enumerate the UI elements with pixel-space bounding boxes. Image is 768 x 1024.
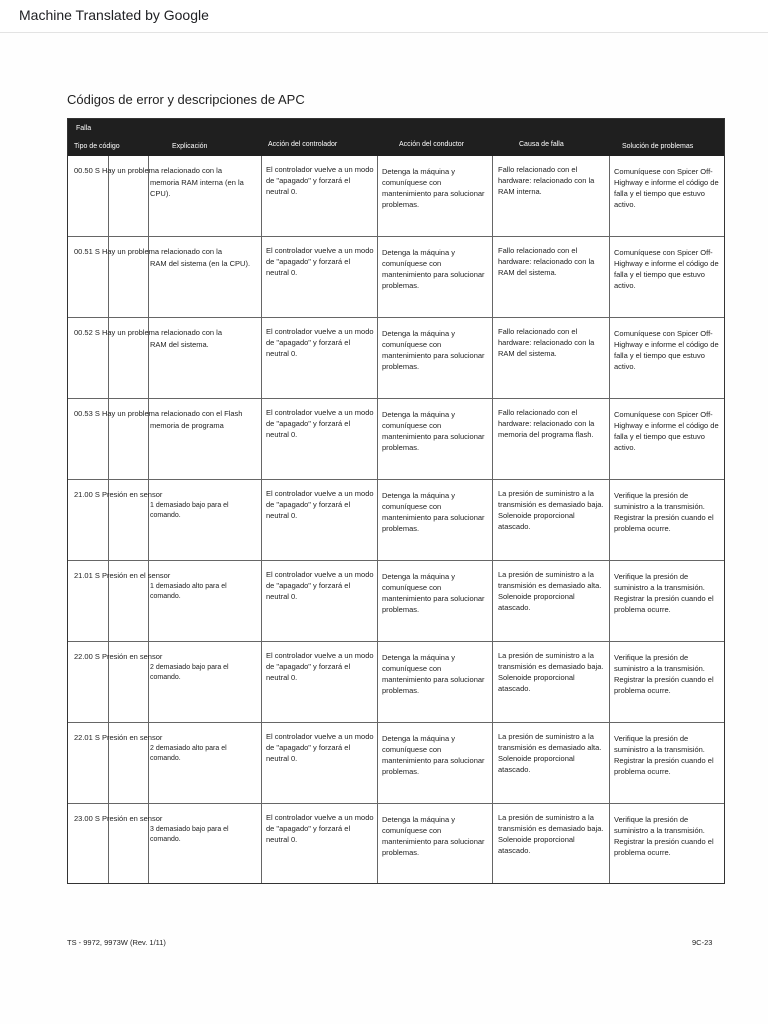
cell-causa: Fallo relacionado con el hardware: relacionado con la memoria del programa flash. xyxy=(498,408,595,439)
cell-causa: La presión de suministro a la transmisión es demasiado alta. Solenoide proporcional atascado. xyxy=(498,732,602,774)
cell-solucion: Verifique la presión de suministro a la transmisión. Registrar la presión cuando el problema ocurre. xyxy=(614,572,714,614)
cell-conductor: Detenga la máquina y comuníquese con mantenimiento para solucionar problemas. xyxy=(382,734,485,776)
cell-explicacion: 1 demasiado bajo para el comando. xyxy=(150,502,229,519)
cell-controlador: El controlador vuelve a un modo de "apagado" y forzará el neutral 0. xyxy=(266,813,374,844)
header-explicacion: Explicación xyxy=(172,143,208,150)
cell-controlador: El controlador vuelve a un modo de "apagado" y forzará el neutral 0. xyxy=(266,732,374,763)
footer-page-number: 9C-23 xyxy=(692,938,713,947)
cell-solucion: Verifique la presión de suministro a la transmisión. Registrar la presión cuando el problema ocurre. xyxy=(614,815,714,857)
table-row xyxy=(68,237,724,318)
cell-solucion: Comuníquese con Spicer Off- Highway e informe el código de falla y el tiempo que estuvo activo. xyxy=(614,248,719,290)
cell-causa: La presión de suministro a la transmisión es demasiado alta. Solenoide proporcional atascado. xyxy=(498,570,602,612)
cell-codigo: 00.52 S Hay un problema relacionado con la xyxy=(74,328,223,337)
cell-codigo: 00.50 S Hay un problema relacionado con la xyxy=(74,166,223,175)
cell-solucion: Verifique la presión de suministro a la transmisión. Registrar la presión cuando el problema ocurre. xyxy=(614,653,714,695)
cell-conductor: Detenga la máquina y comuníquese con mantenimiento para solucionar problemas. xyxy=(382,815,485,857)
cell-causa: La presión de suministro a la transmisión es demasiado baja. Solenoide proporcional atascado. xyxy=(498,651,604,693)
table-row xyxy=(68,561,724,642)
table-row xyxy=(68,723,724,804)
table-row xyxy=(68,642,724,723)
cell-codigo: 21.00 S Presión en sensor xyxy=(74,490,163,499)
cell-causa: Fallo relacionado con el hardware: relacionado con la RAM del sistema. xyxy=(498,246,595,277)
cell-controlador: El controlador vuelve a un modo de "apagado" y forzará el neutral 0. xyxy=(266,489,374,520)
cell-explicacion: 2 demasiado bajo para el comando. xyxy=(150,664,229,681)
cell-codigo: 00.53 S Hay un problema relacionado con el Flash xyxy=(74,409,243,418)
header-causa: Causa de falla xyxy=(519,141,564,148)
table-row xyxy=(68,399,724,480)
cell-conductor: Detenga la máquina y comuníquese con mantenimiento para solucionar problemas. xyxy=(382,167,485,209)
table-row xyxy=(68,156,724,237)
banner-text: Machine Translated by Google xyxy=(19,7,209,23)
table-header xyxy=(68,119,724,156)
cell-explicacion: RAM del sistema. xyxy=(150,340,209,349)
cell-controlador: El controlador vuelve a un modo de "apagado" y forzará el neutral 0. xyxy=(266,408,374,439)
cell-controlador: El controlador vuelve a un modo de "apagado" y forzará el neutral 0. xyxy=(266,651,374,682)
header-controlador: Acción del controlador xyxy=(268,141,338,148)
cell-solucion: Verifique la presión de suministro a la transmisión. Registrar la presión cuando el problema ocurre. xyxy=(614,734,714,776)
cell-explicacion: memoria RAM interna (en la CPU). xyxy=(150,178,244,198)
cell-explicacion: 1 demasiado alto para el comando. xyxy=(150,583,227,600)
cell-codigo: 00.51 S Hay un problema relacionado con la xyxy=(74,247,223,256)
cell-conductor: Detenga la máquina y comuníquese con mantenimiento para solucionar problemas. xyxy=(382,410,485,452)
cell-explicacion: RAM del sistema (en la CPU). xyxy=(150,259,251,268)
cell-causa: Fallo relacionado con el hardware: relacionado con la RAM interna. xyxy=(498,165,595,196)
cell-conductor: Detenga la máquina y comuníquese con mantenimiento para solucionar problemas. xyxy=(382,491,485,533)
header-solucion: Solución de problemas xyxy=(622,143,694,150)
table-row xyxy=(68,804,724,885)
cell-causa: La presión de suministro a la transmisión es demasiado baja. Solenoide proporcional atascado. xyxy=(498,813,604,855)
table-row xyxy=(68,318,724,399)
cell-controlador: El controlador vuelve a un modo de "apagado" y forzará el neutral 0. xyxy=(266,246,374,277)
cell-solucion: Comuníquese con Spicer Off- Highway e informe el código de falla y el tiempo que estuvo activo. xyxy=(614,167,719,209)
cell-explicacion: 2 demasiado alto para el comando. xyxy=(150,745,227,762)
cell-conductor: Detenga la máquina y comuníquese con mantenimiento para solucionar problemas. xyxy=(382,248,485,290)
cell-conductor: Detenga la máquina y comuníquese con mantenimiento para solucionar problemas. xyxy=(382,329,485,371)
cell-codigo: 23.00 S Presión en sensor xyxy=(74,814,163,823)
cell-causa: Fallo relacionado con el hardware: relacionado con la RAM del sistema. xyxy=(498,327,595,358)
cell-codigo: 22.00 S Presión en sensor xyxy=(74,652,163,661)
cell-solucion: Verifique la presión de suministro a la transmisión. Registrar la presión cuando el problema ocurre. xyxy=(614,491,714,533)
cell-solucion: Comuníquese con Spicer Off- Highway e informe el código de falla y el tiempo que estuvo activo. xyxy=(614,410,719,452)
cell-controlador: El controlador vuelve a un modo de "apagado" y forzará el neutral 0. xyxy=(266,570,374,601)
header-conductor: Acción del conductor xyxy=(399,141,464,148)
footer-doc-id: TS - 9972, 9973W (Rev. 1/11) xyxy=(67,938,166,947)
cell-codigo: 21.01 S Presión en el sensor xyxy=(74,571,171,580)
cell-controlador: El controlador vuelve a un modo de "apagado" y forzará el neutral 0. xyxy=(266,165,374,196)
header-tipo: Tipo de código xyxy=(74,143,120,150)
cell-codigo: 22.01 S Presión en sensor xyxy=(74,733,163,742)
cell-conductor: Detenga la máquina y comuníquese con mantenimiento para solucionar problemas. xyxy=(382,653,485,695)
error-codes-table xyxy=(67,118,725,884)
header-falla: Falla xyxy=(76,125,92,132)
cell-controlador: El controlador vuelve a un modo de "apagado" y forzará el neutral 0. xyxy=(266,327,374,358)
cell-explicacion: memoria de programa xyxy=(150,421,224,430)
table-row xyxy=(68,480,724,561)
translation-banner xyxy=(0,0,768,33)
cell-explicacion: 3 demasiado bajo para el comando. xyxy=(150,826,229,843)
cell-causa: La presión de suministro a la transmisión es demasiado baja. Solenoide proporcional atascado. xyxy=(498,489,604,531)
cell-conductor: Detenga la máquina y comuníquese con mantenimiento para solucionar problemas. xyxy=(382,572,485,614)
page-title: Códigos de error y descripciones de APC xyxy=(67,92,305,107)
cell-solucion: Comuníquese con Spicer Off- Highway e informe el código de falla y el tiempo que estuvo activo. xyxy=(614,329,719,371)
